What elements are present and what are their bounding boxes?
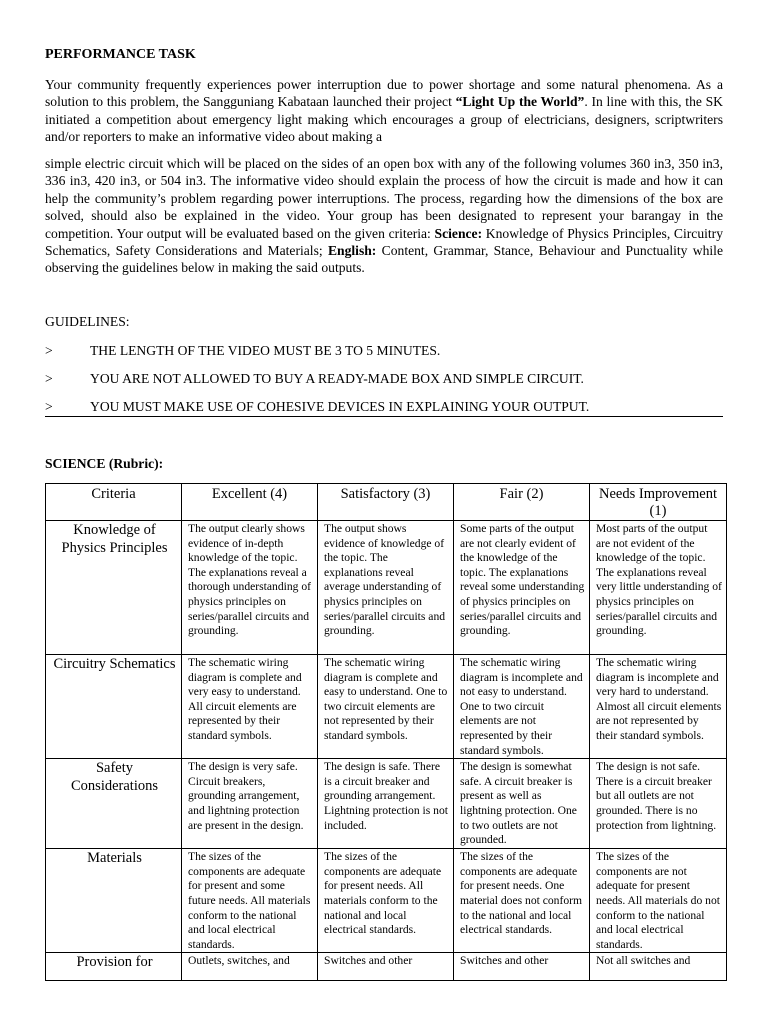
science-criteria-text: Knowledge of Physics Principles, Circuitry Schematics, Safety Considerations and Materials; (45, 225, 723, 259)
rubric-cell: The design is very safe. Circuit breakers, grounding arrangement, and lightning protection are present in the design. (182, 759, 318, 849)
intro-text-end: . In line with this, the SK initiated a competition about emergency light making which encourages a group of electricians, designers, scriptwriters and/or reporters to make an informative video about making a (45, 94, 723, 145)
rubric-cell: The schematic wiring diagram is complete and easy to understand. One to two circuit elements are not represented by their standard symbols. (318, 655, 454, 759)
rubric-cell: The sizes of the components are adequate for present and some future needs. All materials conform to the national and local electrical standards. (182, 849, 318, 953)
rubric-cell: The sizes of the components are adequate for present needs. All materials conform to the national and local electrical standards. (318, 849, 454, 953)
rubric-cell: The design is not safe. There is a circuit breaker but all outlets are not grounded. There is no protection from lightning. (590, 759, 727, 849)
rubric-cell: The design is somewhat safe. A circuit breaker is present as well as lightning protection. One to two outlets are not grounded. (454, 759, 590, 849)
header-criteria: Criteria (46, 484, 182, 521)
table-header-row (46, 484, 727, 521)
rubric-title: SCIENCE (Rubric): (45, 456, 164, 471)
criteria-cell: Safety Considerations (46, 759, 182, 849)
science-rubric-table (45, 483, 727, 981)
rubric-cell: Most parts of the output are not evident of the knowledge of the topic. The explanations reveal very little understanding of physics principles on series/parallel circuits and grounding. (590, 521, 727, 655)
rubric-cell: Outlets, switches, and (182, 953, 318, 981)
criteria-cell: Circuitry Schematics (46, 655, 182, 759)
rubric-cell: The design is safe. There is a circuit breaker and grounding arrangement. Lightning protection is not included. (318, 759, 454, 849)
header-satisfactory: Satisfactory (3) (318, 484, 454, 521)
rubric-cell: The output clearly shows evidence of in-depth knowledge of the topic. The explanations reveal a thorough understanding of physics principles on series/parallel circuits and grounding. (182, 521, 318, 655)
rubric-cell: The sizes of the components are adequate for present needs. One material does not conform to the national and local electrical standards. (454, 849, 590, 953)
rubric-cell: Some parts of the output are not clearly evident of the knowledge of the topic. The explanations reveal some understanding of physics principles on series/parallel circuits and grounding. (454, 521, 590, 655)
task-text-start: simple electric circuit which will be placed on the sides of an open box with any of the following volumes 360 in3, 350 in3, 336 in3, 420 in3, or 504 in3. The informative video should explain the process of how the circuit is made and how it can help the community’s problem regarding power interruptions. The process, regarding how the dimensions of the box are solved, should also be explained in the video. Your group has been designated to represent your barangay in the competition. Your output will be evaluated based on the given criteria: (45, 156, 723, 241)
criteria-cell: Knowledge of Physics Principles (46, 521, 182, 655)
table-row (46, 953, 727, 981)
table-row (46, 849, 727, 953)
science-label: Science: (434, 225, 483, 241)
criteria-cell: Materials (46, 849, 182, 953)
header-fair: Fair (2) (454, 484, 590, 521)
guideline-marker: > (45, 343, 53, 358)
guideline-text: YOU MUST MAKE USE OF COHESIVE DEVICES IN EXPLAINING YOUR OUTPUT. (90, 399, 590, 414)
guideline-marker: > (45, 371, 53, 386)
rubric-cell: The output shows evidence of knowledge of the topic. The explanations reveal average understanding of physics principles on series/parallel circuits and grounding. (318, 521, 454, 655)
rubric-cell: Switches and other (454, 953, 590, 981)
guideline-item (45, 369, 723, 389)
table-row (46, 521, 727, 655)
english-label: English: (327, 243, 377, 259)
intro-text-start: Your community frequently experiences power interruption due to power shortage and some natural phenomena. As a solution to this problem, the Sangguniang Kabataan launched their project (45, 77, 723, 110)
header-excellent: Excellent (4) (182, 484, 318, 521)
guideline-item (45, 341, 723, 361)
guideline-text: YOU ARE NOT ALLOWED TO BUY A READY-MADE BOX AND SIMPLE CIRCUIT. (90, 371, 584, 386)
rubric-cell: The schematic wiring diagram is complete and very easy to understand. All circuit elements are represented by their standard symbols. (182, 655, 318, 759)
page-title: PERFORMANCE TASK (45, 47, 196, 62)
rubric-cell: The schematic wiring diagram is incomplete and very hard to understand. Almost all circuit elements are not represented by their standard symbols. (590, 655, 727, 759)
header-needs-improvement: Needs Improvement (1) (590, 484, 727, 521)
project-name: “Light Up the World” (455, 94, 585, 110)
rubric-cell: The sizes of the components are not adequate for present needs. All materials do not conform to the national and local electrical standards. (590, 849, 727, 953)
guideline-item (45, 397, 723, 417)
table-row (46, 759, 727, 849)
task-paragraph (45, 155, 723, 277)
criteria-cell: Provision for (46, 953, 182, 981)
intro-paragraph (45, 76, 723, 146)
guideline-marker: > (45, 399, 53, 414)
guideline-text: THE LENGTH OF THE VIDEO MUST BE 3 TO 5 MINUTES. (90, 343, 441, 358)
english-criteria-text: Content, Grammar, Stance, Behaviour and Punctuality while observing the guidelines below in making the said outputs. (45, 243, 723, 276)
rubric-cell: The schematic wiring diagram is incomplete and not easy to understand. One to two circuit elements are not represented by their standard symbols. (454, 655, 590, 759)
guidelines-heading: GUIDELINES: (45, 314, 130, 329)
table-row (46, 655, 727, 759)
rubric-cell: Not all switches and (590, 953, 727, 981)
rubric-cell: Switches and other (318, 953, 454, 981)
